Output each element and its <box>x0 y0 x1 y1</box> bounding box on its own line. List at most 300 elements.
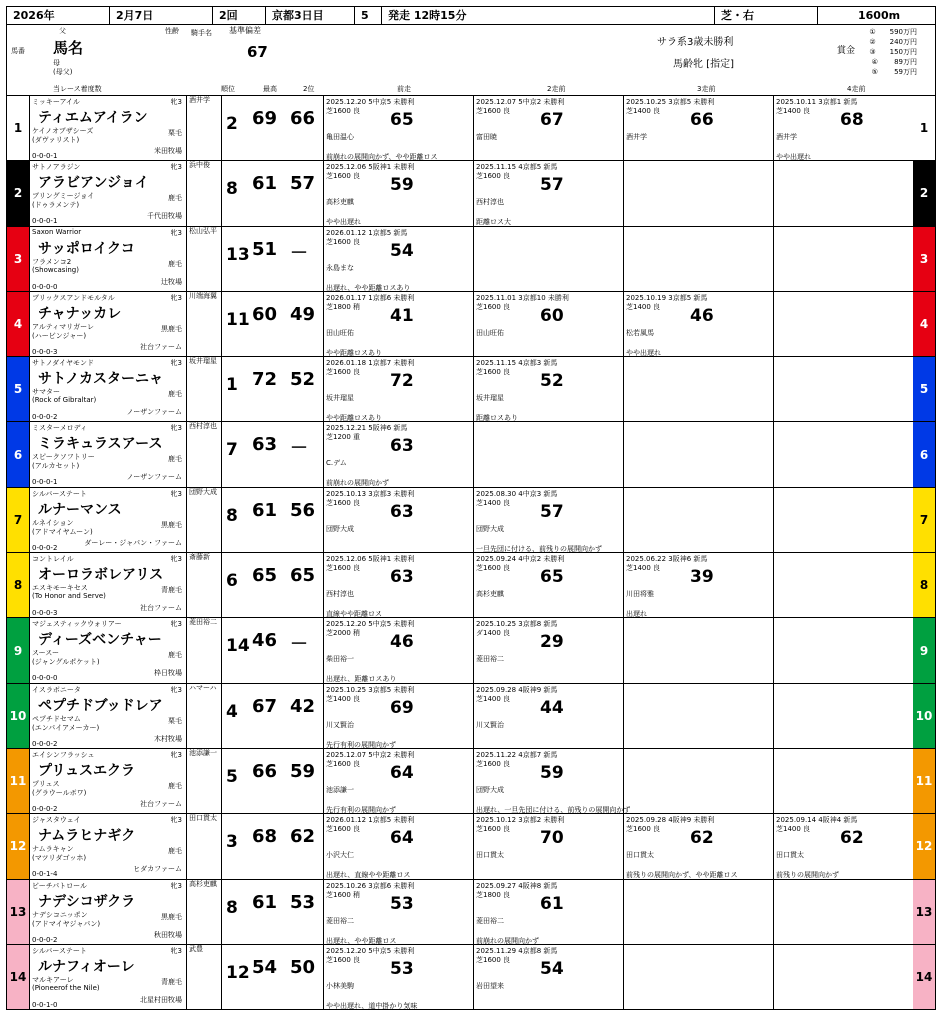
second-score: 59 <box>290 760 316 782</box>
race-date: 2025.10.11 3京都1 新馬 <box>776 98 858 106</box>
jockey: 坂井瑠星 <box>189 357 217 366</box>
race-score: 68 <box>840 110 864 130</box>
race-date: 2026.01.12 1京都5 新馬 <box>326 228 408 237</box>
race-score: 61 <box>540 893 564 914</box>
empty-race <box>774 553 915 617</box>
second-score: 53 <box>290 891 316 913</box>
horse-number: 3 <box>7 227 29 291</box>
jockey-cell <box>187 96 222 160</box>
distance: 1600m <box>858 9 901 22</box>
label-order: 順位 <box>221 85 235 93</box>
race-comment: やや距離ロスあり <box>326 348 382 357</box>
jockey: 川端海翼 <box>189 291 217 300</box>
race-comment: 直線やや距離ロス <box>326 610 382 619</box>
race-date: 2025.09.27 4阪神8 新馬 <box>476 881 558 890</box>
rank: 2 <box>226 114 238 134</box>
rank: 6 <box>226 571 238 592</box>
race-date: 2025.12.07 5中京2 未勝利 <box>476 98 565 106</box>
race-comment: 出遅れ <box>626 610 647 619</box>
empty-race <box>474 227 624 291</box>
horse-number-right: 5 <box>913 357 935 421</box>
empty-race <box>774 227 915 291</box>
race-cond: 芝1600 良 <box>326 825 361 834</box>
horse-info <box>29 422 187 486</box>
race-score: 59 <box>390 175 414 196</box>
race-jockey: 酒井学 <box>776 133 797 141</box>
horse-info <box>29 749 187 813</box>
horse-row[interactable] <box>6 618 936 683</box>
horse-name[interactable]: アラビアンジョイ <box>38 175 149 192</box>
race-cond: 芝1600 良 <box>326 955 361 964</box>
race-cond: 芝1800 稍 <box>326 302 361 311</box>
past-race[interactable] <box>324 161 474 225</box>
race-cond: 芝1600 良 <box>326 107 361 115</box>
prize-4: ④ 89万円 <box>871 58 917 66</box>
second-score: 66 <box>290 108 316 129</box>
past-race[interactable] <box>324 488 474 552</box>
past-race[interactable] <box>624 553 774 617</box>
std-label: 基準偏差 <box>229 26 261 35</box>
best-score: 68 <box>252 826 278 848</box>
std-value: 67 <box>247 43 268 61</box>
past-race[interactable] <box>324 618 474 682</box>
past-race[interactable] <box>324 292 474 356</box>
horse-name[interactable]: ミラキュラスアース <box>38 436 163 453</box>
bms: (アルカセット) <box>32 462 80 471</box>
race-date: 2025.11.01 3京都10 未勝利 <box>476 293 569 302</box>
horse-info <box>29 96 187 160</box>
past-race[interactable] <box>324 227 474 291</box>
race-comment: 前崩れの展開向かず、やや距離ロス <box>326 153 438 161</box>
record: 0-0-1-4 <box>32 870 58 879</box>
race-comment: やや出遅れ <box>626 348 661 357</box>
past-race[interactable] <box>624 814 774 878</box>
best-score: 51 <box>252 238 278 260</box>
past-race[interactable] <box>474 292 624 356</box>
horse-row[interactable] <box>6 749 936 814</box>
past-race[interactable] <box>474 749 631 814</box>
bms: (Rock of Gibraltar) <box>32 396 97 405</box>
empty-race <box>624 488 774 552</box>
jockey-cell <box>187 422 222 486</box>
dam: フラメンコ2 <box>32 257 72 266</box>
past-race[interactable] <box>624 96 774 160</box>
race-date: 2025.08.30 4中京3 新馬 <box>476 489 558 498</box>
race-cond: 芝1400 良 <box>326 694 361 703</box>
race-jockey: 田口貫太 <box>626 851 654 860</box>
empty-race <box>624 880 774 944</box>
past-race[interactable] <box>324 422 474 486</box>
breeder: 社台ファーム <box>140 799 182 808</box>
race-comment: 前残りの展開向かず <box>776 871 839 880</box>
coat: 黒鹿毛 <box>161 520 182 529</box>
sex-age: 牝3 <box>170 881 182 890</box>
horse-number-right: 10 <box>913 684 935 748</box>
dam: ルネイション <box>32 518 74 527</box>
coat: 黒鹿毛 <box>161 324 182 333</box>
race-score: 59 <box>540 762 564 783</box>
start-time: 発走 12時15分 <box>382 7 715 24</box>
horse-row[interactable] <box>6 357 936 422</box>
date: 2月7日 <box>110 7 213 24</box>
jockey-cell <box>187 488 222 552</box>
rank: 14 <box>226 636 250 657</box>
horse-row[interactable] <box>6 292 936 357</box>
race-cond: 芝2000 稍 <box>326 629 361 638</box>
race-jockey: 亀田温心 <box>326 133 354 141</box>
record: 0-0-0-0 <box>32 674 58 683</box>
race-date: 2026.01.17 1京都6 未勝利 <box>326 293 415 302</box>
horse-row[interactable] <box>6 945 936 1010</box>
bms: (ジャングルポケット) <box>32 658 100 667</box>
race-date: 2025.12.20 5中京5 未勝利 <box>326 620 415 629</box>
label-owner: 当レース着度数 <box>53 85 102 93</box>
breeder: 木村牧場 <box>154 734 182 743</box>
sex-age: 牝3 <box>170 489 182 498</box>
race-cond: 芝1400 良 <box>476 694 511 703</box>
race-score: 62 <box>690 828 714 849</box>
race-score: 64 <box>390 828 414 849</box>
horse-row[interactable] <box>6 814 936 879</box>
sex-age: 牝3 <box>170 816 182 825</box>
past-race[interactable] <box>474 945 624 1009</box>
horse-row[interactable] <box>6 96 936 161</box>
bms: (アドマイヤムーン) <box>32 527 93 536</box>
race-cond: 馬齢牝 [指定] <box>673 59 734 70</box>
bms: (ハービンジャー) <box>32 331 87 340</box>
dam: ブリングミージョイ <box>32 192 95 201</box>
horse-name[interactable]: チャナッカレ <box>38 305 122 322</box>
sire: ミッキーアイル <box>32 98 80 106</box>
label-prev3: 3走前 <box>697 85 716 93</box>
empty-race <box>774 357 915 421</box>
race-score: 44 <box>540 697 564 718</box>
breeder: 秋田牧場 <box>154 930 182 939</box>
sex-age: 牝3 <box>170 620 182 629</box>
race-jockey: 高杉吏麒 <box>326 198 354 207</box>
race-jockey: 小沢大仁 <box>326 851 354 860</box>
jockey: 高杉吏麒 <box>189 879 217 888</box>
past-race[interactable] <box>474 357 624 421</box>
race-jockey: 川又賢治 <box>476 720 504 729</box>
horse-name[interactable]: ディーズベンチャー <box>38 632 162 649</box>
race-jockey: 西村淳也 <box>476 198 504 207</box>
race-score: 60 <box>540 305 564 326</box>
prize-5: ⑤ 59万円 <box>871 68 917 76</box>
header-sub <box>7 25 935 97</box>
race-jockey: 柴田裕一 <box>326 655 354 664</box>
jockey: 団野大成 <box>189 487 217 496</box>
race-cond: 芝1600 良 <box>326 759 361 768</box>
empty-race <box>624 161 774 225</box>
horse-number: 11 <box>7 749 29 813</box>
race-cond: ダ1400 良 <box>476 629 511 638</box>
sire: ブリックスアンドモルタル <box>32 293 115 302</box>
rank: 13 <box>226 244 250 265</box>
past-race[interactable] <box>324 684 474 748</box>
race-score: 52 <box>540 371 564 392</box>
past-race[interactable] <box>324 553 474 617</box>
record: 0-0-0-2 <box>32 543 58 552</box>
race-score: 53 <box>390 893 414 914</box>
horse-info <box>29 488 187 552</box>
horse-name[interactable]: ナムラヒナギク <box>38 828 136 845</box>
past-race[interactable] <box>324 749 474 813</box>
past-race[interactable] <box>774 814 915 878</box>
label-name: 馬名 <box>53 39 84 57</box>
prize-1: ① 590万円 <box>869 28 917 36</box>
race-date: 2025.09.28 4阪神9 新馬 <box>476 685 558 694</box>
race-comment: 一旦先団に付ける、前残りの展開向かず <box>476 544 602 553</box>
bms: (マツリダゴッホ) <box>32 854 87 863</box>
coat: 青鹿毛 <box>161 586 182 595</box>
race-jockey: 高杉吏麒 <box>476 590 504 599</box>
dam: アルティマリガーレ <box>32 322 94 331</box>
horse-info <box>29 945 187 1009</box>
horse-number-right: 6 <box>913 422 935 486</box>
rank: 3 <box>226 832 238 853</box>
index-cell <box>222 488 324 552</box>
race-score: 53 <box>390 958 414 979</box>
race-jockey: 団野大成 <box>476 524 504 533</box>
second-score: － <box>290 634 308 656</box>
past-race[interactable] <box>324 945 474 1009</box>
horse-name[interactable]: サッポロイクコ <box>38 240 135 257</box>
race-date: 2025.10.25 3京都5 未勝利 <box>326 685 415 694</box>
race-cond: 芝1600 良 <box>476 955 511 964</box>
past-race[interactable] <box>474 488 624 552</box>
record: 0-0-0-3 <box>32 609 58 618</box>
sire: コントレイル <box>32 555 74 564</box>
rank: 5 <box>226 766 238 787</box>
past-race[interactable] <box>474 880 624 944</box>
race-jockey: 酒井学 <box>626 133 647 141</box>
past-race[interactable] <box>474 814 624 878</box>
race-cond: 芝1600 良 <box>326 237 361 246</box>
race-comment: 距離ロス大 <box>476 218 511 227</box>
rank: 8 <box>226 505 238 526</box>
rank: 8 <box>226 897 238 918</box>
race-jockey: 西村淳也 <box>326 590 354 599</box>
sire: ミスターメロディ <box>32 424 88 433</box>
horse-info <box>29 292 187 356</box>
race-cond: 芝1400 良 <box>626 302 661 311</box>
race-jockey: 松若風馬 <box>626 328 654 337</box>
second-score: 50 <box>290 956 316 978</box>
race-score: 54 <box>540 958 564 979</box>
race-score: 39 <box>690 567 714 588</box>
past-race[interactable] <box>474 618 624 682</box>
coat: 鹿毛 <box>168 455 182 464</box>
breeder: 枠日牧場 <box>154 669 182 678</box>
race-score: 62 <box>840 828 864 849</box>
jockey-cell <box>187 357 222 421</box>
horse-number-right: 1 <box>913 96 935 160</box>
jockey: 田口貫太 <box>189 814 217 823</box>
past-race[interactable] <box>624 292 774 356</box>
race-date: 2025.12.20 5中京5 未勝利 <box>326 946 415 955</box>
label-prev4: 4走前 <box>847 85 866 93</box>
empty-race <box>624 422 774 486</box>
race-date: 2025.06.22 3阪神6 新馬 <box>626 555 708 564</box>
race-comment: 出遅れ、やや距離ロス <box>326 936 397 945</box>
label-best: 最高 <box>263 85 277 93</box>
index-cell <box>222 553 324 617</box>
race-cond: 芝1800 良 <box>476 890 511 899</box>
past-race[interactable] <box>774 96 915 160</box>
horse-row[interactable] <box>6 880 936 945</box>
empty-race <box>774 945 915 1009</box>
jockey-cell <box>187 945 222 1009</box>
jockey: 松山弘平 <box>189 226 217 235</box>
race-cond: 芝1600 良 <box>626 825 661 834</box>
horse-name[interactable]: ナデシコザクラ <box>38 893 136 910</box>
record: 0-0-0-0 <box>32 282 58 291</box>
race-date: 2025.10.12 3京都2 未勝利 <box>476 816 565 825</box>
horse-info <box>29 161 187 225</box>
second-score: 56 <box>290 499 316 521</box>
horse-number: 8 <box>7 553 29 617</box>
race-jockey: 坂井瑠星 <box>476 394 504 403</box>
past-race[interactable] <box>324 880 474 944</box>
race-comment: やや出遅れ <box>326 218 361 227</box>
index-cell <box>222 749 324 813</box>
horse-number-right: 7 <box>913 488 935 552</box>
race-score: 54 <box>390 240 414 261</box>
race-date: 2025.10.19 3京都5 新馬 <box>626 293 708 302</box>
dam: スースー <box>32 649 59 658</box>
race-cond: 芝1600 良 <box>476 302 511 311</box>
empty-race <box>624 945 774 1009</box>
race-score: 29 <box>540 632 564 653</box>
horse-name[interactable]: ルナーマンス <box>38 501 122 518</box>
past-race[interactable] <box>324 814 474 878</box>
race-score: 66 <box>690 110 714 130</box>
past-race[interactable] <box>474 161 624 225</box>
race-jockey: 田山旺佑 <box>326 328 354 337</box>
horse-info <box>29 357 187 421</box>
race-score: 65 <box>540 567 564 588</box>
best-score: 61 <box>252 499 278 521</box>
horse-name[interactable]: ルナフィオーレ <box>38 958 135 975</box>
jockey: 浜中俊 <box>189 161 210 170</box>
jockey-cell <box>187 292 222 356</box>
horse-name[interactable]: プリュスエクラ <box>38 762 136 779</box>
past-race[interactable] <box>324 96 474 160</box>
horse-row[interactable] <box>6 422 936 487</box>
breeder: ヒダカファーム <box>133 865 182 874</box>
race-no: 5 <box>355 7 382 24</box>
breeder: 千代田牧場 <box>147 212 182 221</box>
jockey: 西村淳也 <box>189 422 217 431</box>
race-score: 63 <box>390 436 414 457</box>
horse-name[interactable]: ティエムアイラン <box>38 110 148 126</box>
horse-name[interactable]: オーロラボレアリス <box>38 567 164 584</box>
record: 0-0-0-1 <box>32 217 58 226</box>
race-comment: 先行有利の展開向かず <box>326 805 396 814</box>
bms: (Pioneerof the Nile) <box>32 983 100 992</box>
race-jockey: 田山旺佑 <box>476 328 504 337</box>
label-juku: 性齢 <box>165 27 179 35</box>
sire: Saxon Warrior <box>32 227 82 236</box>
record: 0-0-0-2 <box>32 413 58 422</box>
header-top-bar <box>7 7 935 25</box>
index-cell <box>222 814 324 878</box>
sire: エイシンフラッシュ <box>32 750 95 759</box>
bms: (ダヴァリスト) <box>32 136 80 144</box>
horse-row[interactable] <box>6 553 936 618</box>
second-score: 57 <box>290 173 316 195</box>
best-score: 65 <box>252 565 278 587</box>
race-cond: 芝1400 良 <box>776 825 811 834</box>
horse-row[interactable] <box>6 684 936 749</box>
horse-number-right: 4 <box>913 292 935 356</box>
horse-name[interactable]: ペプチドブッドレア <box>38 697 163 714</box>
best-score: 63 <box>252 434 278 456</box>
horse-name[interactable]: サトノカスターニャ <box>38 371 164 388</box>
rank: 12 <box>226 962 250 983</box>
breeder: 北星村田牧場 <box>140 995 182 1004</box>
jockey-cell <box>187 749 222 813</box>
race-comment: やや出遅れ、道中掛かり気味 <box>326 1001 418 1010</box>
horse-row[interactable] <box>6 161 936 226</box>
horse-info <box>29 618 187 682</box>
coat: 鹿毛 <box>168 847 182 856</box>
breeder: ノーザンファーム <box>126 473 182 482</box>
rank: 4 <box>226 701 238 722</box>
bms: (アドマイヤジャパン) <box>32 919 101 928</box>
dam: スピークソフトリー <box>32 453 95 462</box>
race-cond: 芝1400 良 <box>626 564 661 573</box>
sex-age: 牝3 <box>170 293 182 302</box>
race-score: 67 <box>540 110 564 130</box>
race-comment: 出遅れ、距離ロスあり <box>326 675 397 684</box>
race-cond: 芝1600 良 <box>326 368 361 377</box>
horse-number: 14 <box>7 945 29 1009</box>
past-race[interactable] <box>474 553 624 617</box>
best-score: 61 <box>252 891 278 913</box>
label-second: 2位 <box>303 85 315 93</box>
horse-row[interactable] <box>6 227 936 292</box>
best-score: 54 <box>252 956 278 978</box>
coat: 黒鹿毛 <box>161 912 182 921</box>
jockey-cell <box>187 227 222 291</box>
race-date: 2026.01.12 1京都5 未勝利 <box>326 816 415 825</box>
bms: (グラウールボワ) <box>32 788 87 797</box>
dam: ケイノオブザシーズ <box>32 127 94 135</box>
sex-age: 牝3 <box>170 946 182 955</box>
race-cond: 芝1600 良 <box>476 172 511 181</box>
horse-row[interactable] <box>6 488 936 553</box>
past-race[interactable] <box>474 684 624 748</box>
index-cell <box>222 96 324 160</box>
sex-age: 牝3 <box>170 359 182 368</box>
index-cell <box>222 684 324 748</box>
horse-number: 4 <box>7 292 29 356</box>
record: 0-0-0-1 <box>32 152 58 160</box>
index-cell <box>222 880 324 944</box>
sire: ビーチパトロール <box>32 881 88 890</box>
race-cond: 芝1600 良 <box>326 498 361 507</box>
sex-age: 牝3 <box>170 424 182 433</box>
past-race[interactable] <box>324 357 474 421</box>
rank: 1 <box>226 375 238 396</box>
race-date: 2025.10.26 3京都6 未勝利 <box>326 881 415 890</box>
past-race[interactable] <box>474 96 624 160</box>
race-date: 2025.09.28 4阪神9 未勝利 <box>626 816 715 825</box>
best-score: 60 <box>252 303 278 325</box>
race-date: 2025.11.29 4京都8 新馬 <box>476 946 558 955</box>
